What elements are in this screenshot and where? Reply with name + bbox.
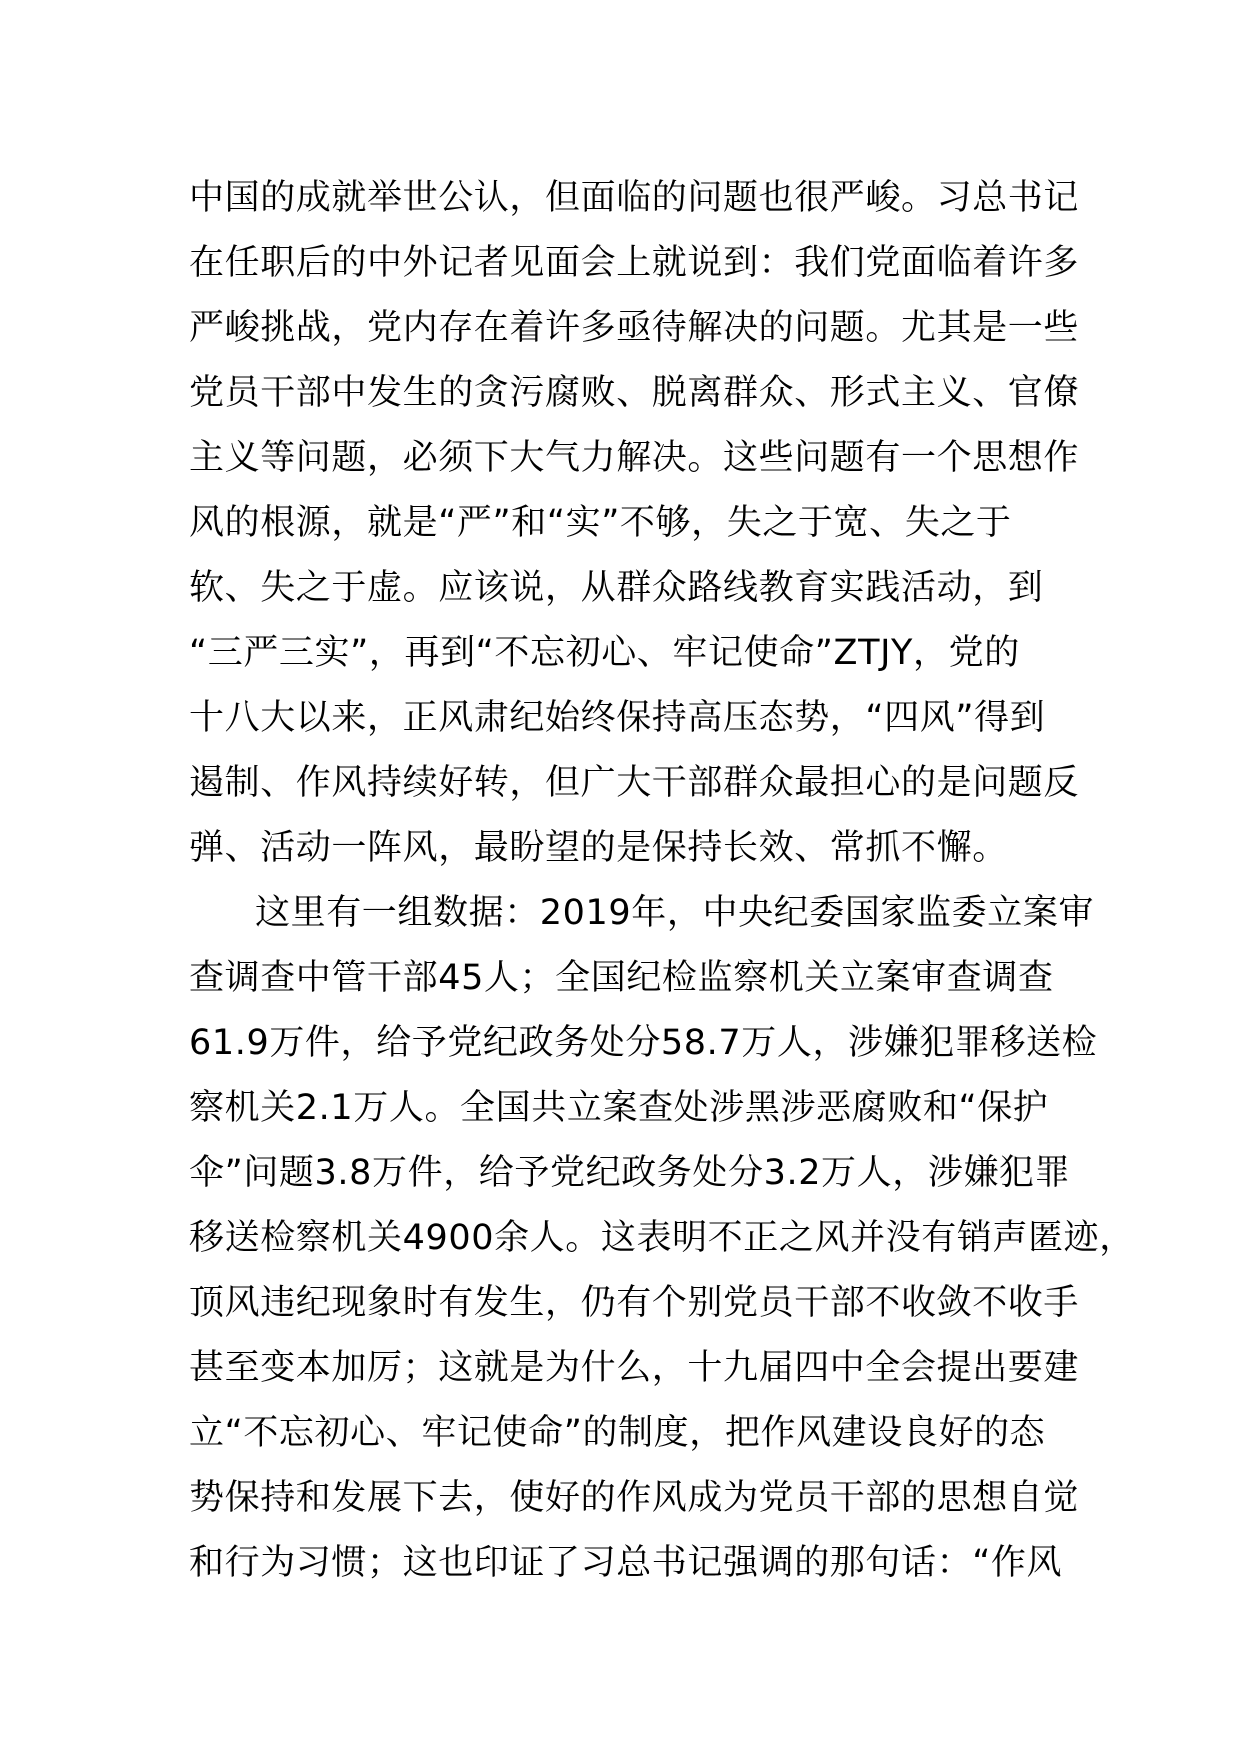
text-line-6: 风的根源，就是“严”和“实”不够，失之于宽、失之于 [189,503,1012,543]
text-line-13: 查调查中管干部45人；全国纪检监察机关立案审查调查 [189,958,1054,998]
text-line-7: 软、失之于虚。应该说，从群众路线教育实践活动，到 [189,568,1044,608]
text-line-18: 顶风违纪现象时有发生，仍有个别党员干部不收敛不收手 [189,1283,1080,1323]
text-line-19: 甚至变本加厉；这就是为什么，十九届四中全会提出要建 [189,1348,1080,1388]
text-line-1: 中国的成就举世公认，但面临的问题也很严峻。习总书记 [189,178,1080,218]
text-line-5: 主义等问题，必须下大气力解决。这些问题有一个思想作 [189,438,1080,478]
text-line-9: 十八大以来，正风肃纪始终保持高压态势，“四风”得到 [189,698,1046,738]
text-line-20: 立“不忘初心、牢记使命”的制度，把作风建设良好的态 [189,1413,1046,1453]
text-line-17: 移送检察机关4900余人。这表明不正之风并没有销声匿迹， [189,1218,1135,1258]
text-line-2: 在任职后的中外记者见面会上就说到：我们党面临着许多 [189,243,1080,283]
text-line-15: 察机关2.1万人。全国共立案查处涉黑涉恶腐败和“保护 [189,1088,1049,1128]
text-line-11: 弹、活动一阵风，最盼望的是保持长效、常抓不懈。 [189,828,1008,868]
text-line-12: 这里有一组数据：2019年，中央纪委国家监委立案审 [255,893,1095,933]
text-line-8: “三严三实”，再到“不忘初心、牢记使命”ZTJY，党的 [189,633,1020,673]
text-line-14: 61.9万件，给予党纪政务处分58.7万人，涉嫌犯罪移送检 [189,1023,1098,1063]
text-line-21: 势保持和发展下去，使好的作风成为党员干部的思想自觉 [189,1478,1080,1518]
body-text [189,166,1135,1596]
text-line-3: 严峻挑战，党内存在着许多亟待解决的问题。尤其是一些 [189,308,1080,348]
text-line-10: 遏制、作风持续好转，但广大干部群众最担心的是问题反 [189,763,1080,803]
text-line-4: 党员干部中发生的贪污腐败、脱离群众、形式主义、官僚 [189,373,1080,413]
text-line-16: 伞”问题3.8万件，给予党纪政务处分3.2万人，涉嫌犯罪 [189,1153,1071,1193]
text-line-22: 和行为习惯；这也印证了习总书记强调的那句话：“作风 [189,1543,1063,1583]
